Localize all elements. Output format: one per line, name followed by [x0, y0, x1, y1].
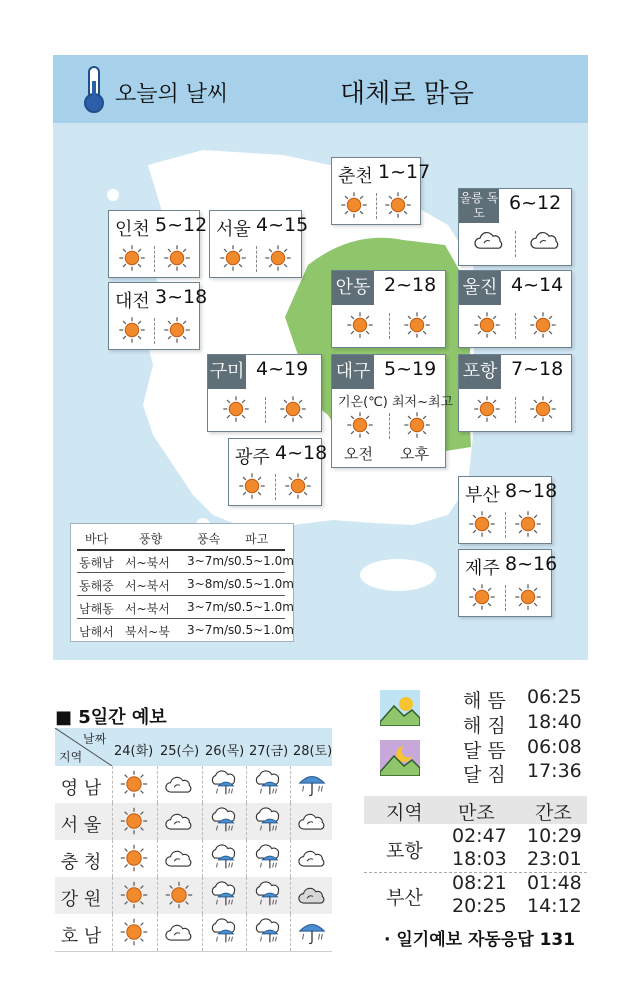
- sun-icon: [119, 843, 149, 877]
- cloud-icon: [297, 848, 327, 873]
- day-label: 25(수): [160, 744, 200, 759]
- city-card-uljin: [458, 270, 572, 348]
- temperature-range: 7~18: [511, 358, 564, 380]
- sunrise-time: 06:25: [527, 686, 582, 708]
- am-pm-divider: [275, 474, 276, 500]
- sun-icon: [340, 191, 368, 223]
- sea-header-sea: 바다: [85, 532, 109, 546]
- sun-icon: [119, 917, 149, 951]
- temperature-range: 6~12: [509, 192, 562, 214]
- temperature-range: 8~16: [505, 553, 558, 575]
- sea-cell: 3~7m/s: [187, 554, 235, 568]
- sun-icon: [119, 769, 149, 803]
- city-name: 서울: [216, 219, 251, 240]
- cloud-icon: [164, 922, 194, 947]
- thermometer-icon: [79, 65, 109, 115]
- am-pm-divider: [265, 397, 266, 423]
- tide-high-time: 02:47: [452, 825, 507, 847]
- cloud-icon: [529, 229, 561, 255]
- legend-temperature: 기온(℃) 최저~최고: [338, 395, 454, 410]
- rain-cloud-icon: [209, 880, 239, 914]
- city-name: 포항: [459, 355, 501, 389]
- sea-cell: 서~북서: [125, 556, 170, 570]
- sun-icon: [346, 411, 374, 443]
- city-name: 울진: [459, 271, 501, 305]
- city-card-seoul: [209, 210, 309, 278]
- sea-cell: 동해남: [79, 556, 114, 570]
- temperature-range: 2~18: [384, 274, 437, 296]
- forecast-row: [55, 840, 332, 878]
- city-card-andong: [331, 270, 446, 348]
- sun-icon: [119, 806, 149, 840]
- city-name: 울릉 독도: [459, 189, 499, 223]
- sun-icon: [473, 311, 501, 343]
- cloud-icon: [164, 811, 194, 836]
- sun-icon: [384, 191, 412, 223]
- cloud-icon: [473, 229, 505, 255]
- temperature-range: 4~15: [256, 214, 309, 236]
- cloud-icon: [297, 811, 327, 836]
- sun-icon: [403, 311, 431, 343]
- sea-cell: 남해서: [79, 625, 114, 639]
- sun-icon: [164, 880, 194, 914]
- forecast-row: [55, 914, 332, 952]
- sea-cell: 0.5~1.0m: [234, 600, 294, 614]
- city-name: 대전: [115, 291, 150, 312]
- island: [107, 189, 119, 201]
- sunset-time: 18:40: [527, 711, 582, 733]
- cloud-icon: [297, 885, 327, 910]
- sunrise-label: 해 뜸: [463, 690, 506, 712]
- sun-icon: [529, 395, 557, 427]
- am-pm-divider: [376, 193, 377, 219]
- temperature-range: 4~19: [256, 358, 309, 380]
- header-title: 오늘의 날씨: [115, 82, 229, 107]
- tide-high-time: 18:03: [452, 848, 507, 870]
- forecast-row: [55, 803, 332, 841]
- sun-icon: [238, 472, 266, 504]
- sunset-label: 해 짐: [463, 715, 506, 737]
- tide-region: 부산: [386, 887, 423, 909]
- day-label: 26(목): [205, 744, 245, 759]
- sun-icon: [514, 510, 542, 542]
- city-name: 부산: [465, 485, 500, 506]
- rain-cloud-icon: [209, 917, 239, 951]
- sun-icon: [284, 472, 312, 504]
- city-name: 광주: [235, 447, 270, 468]
- day-label: 28(토): [293, 744, 333, 759]
- moonrise-label: 달 뜸: [463, 740, 506, 762]
- am-pm-divider: [515, 313, 516, 339]
- forecast-region: 서 울: [60, 815, 102, 836]
- legend-pm: 오후: [400, 445, 429, 463]
- sun-icon: [163, 316, 191, 348]
- forecast-days: [112, 728, 332, 766]
- city-card-pohang: [458, 354, 572, 432]
- rain-cloud-icon: [209, 806, 239, 840]
- temperature-range: 8~18: [505, 480, 558, 502]
- forecast-region: 충 청: [60, 852, 102, 873]
- sun-icon: [163, 244, 191, 276]
- island: [160, 407, 176, 423]
- am-pm-divider: [505, 512, 506, 538]
- moonset-time: 17:36: [527, 760, 582, 782]
- am-pm-divider: [256, 246, 257, 272]
- am-pm-divider: [389, 413, 390, 439]
- am-pm-divider: [154, 318, 155, 344]
- sun-icon: [119, 880, 149, 914]
- corner-date-label: 날짜: [83, 732, 107, 746]
- city-card-incheon: [108, 210, 208, 278]
- rain-cloud-icon: [253, 917, 283, 951]
- header-bar: [53, 55, 588, 123]
- moonrise-time: 06:08: [527, 736, 582, 758]
- city-card-busan: [458, 476, 558, 544]
- jeju-island: [360, 559, 436, 591]
- temperature-range: 5~12: [155, 214, 208, 236]
- city-card-daejeon: [108, 282, 208, 350]
- sun-icon: [118, 244, 146, 276]
- city-name: 제주: [465, 558, 500, 579]
- auto-reply-line: · 일기예보 자동응답 131: [384, 930, 576, 950]
- sea-cell: 서~북서: [125, 579, 170, 593]
- day-label: 24(화): [114, 744, 154, 759]
- city-name: 춘천: [338, 166, 373, 187]
- sea-cell: 동해중: [79, 579, 114, 593]
- tide-low-time: 14:12: [527, 895, 582, 917]
- sea-cell: 0.5~1.0m: [234, 554, 294, 568]
- sun-icon: [219, 244, 247, 276]
- am-pm-divider: [154, 246, 155, 272]
- sea-cell: 서~북서: [125, 602, 170, 616]
- sun-icon: [473, 395, 501, 427]
- sun-icon: [468, 510, 496, 542]
- forecast-region: 호 남: [60, 926, 102, 947]
- sea-cell: 남해동: [79, 602, 114, 616]
- city-card-gwangju: [228, 438, 328, 506]
- umbrella-rain-icon: [297, 769, 327, 803]
- sea-header-speed: 풍속: [197, 532, 221, 546]
- am-pm-divider: [515, 397, 516, 423]
- city-card-ulleung: [458, 188, 572, 266]
- tide-low-time: 10:29: [527, 825, 582, 847]
- forecast-row: [55, 766, 332, 804]
- umbrella-rain-icon: [297, 917, 327, 951]
- city-name: 인천: [115, 219, 150, 240]
- sunrise-mountain-icon: [380, 690, 420, 726]
- tide-header-region: 지역: [386, 802, 423, 824]
- tide-header-low: 간조: [535, 802, 572, 824]
- temperature-range: 1~17: [378, 161, 431, 183]
- moonset-label: 달 짐: [463, 764, 506, 786]
- legend-am: 오전: [344, 445, 373, 463]
- sun-icon: [264, 244, 292, 276]
- temperature-range: 5~19: [384, 358, 437, 380]
- sun-icon: [529, 311, 557, 343]
- tide-low-time: 23:01: [527, 848, 582, 870]
- weather-summary: 대체로 맑음: [340, 79, 474, 109]
- sea-cell: 북서~북: [125, 625, 170, 639]
- sea-cell: 3~7m/s: [187, 623, 235, 637]
- rain-cloud-icon: [209, 769, 239, 803]
- day-label: 27(금): [249, 744, 289, 759]
- rain-cloud-icon: [209, 843, 239, 877]
- tide-high-time: 08:21: [452, 872, 507, 894]
- sea-cell: 0.5~1.0m: [234, 623, 294, 637]
- tide-header-high: 만조: [458, 802, 495, 824]
- tide-high-time: 20:25: [452, 895, 507, 917]
- sun-icon: [403, 411, 431, 443]
- city-card-daegu: [331, 354, 454, 468]
- tide-low-time: 01:48: [527, 872, 582, 894]
- sea-cell: 0.5~1.0m: [234, 577, 294, 591]
- temperature-range: 3~18: [155, 286, 208, 308]
- am-pm-divider: [515, 231, 516, 257]
- sea-cell: 3~8m/s: [187, 577, 235, 591]
- city-card-gumi: [207, 354, 322, 432]
- sea-table: [70, 523, 294, 642]
- sun-icon: [279, 395, 307, 427]
- rain-cloud-icon: [253, 806, 283, 840]
- cloud-icon: [164, 774, 194, 799]
- sun-icon: [514, 583, 542, 615]
- sea-cell: 3~7m/s: [187, 600, 235, 614]
- temperature-range: 4~14: [511, 274, 564, 296]
- forecast-region: 강 원: [60, 889, 102, 910]
- tide-region: 포항: [386, 840, 423, 862]
- corner-region-label: 지역: [59, 750, 83, 764]
- rain-cloud-icon: [253, 843, 283, 877]
- forecast-title: ■ 5일간 예보: [55, 707, 167, 728]
- sun-icon: [346, 311, 374, 343]
- city-name: 대구: [332, 355, 374, 389]
- am-pm-divider: [389, 313, 390, 339]
- city-name: 안동: [332, 271, 374, 305]
- am-pm-divider: [505, 585, 506, 611]
- city-card-chuncheon: [331, 157, 431, 225]
- rain-cloud-icon: [253, 880, 283, 914]
- forecast-region: 영 남: [60, 778, 102, 799]
- cloud-icon: [164, 848, 194, 873]
- sea-header-wave: 파고: [245, 532, 269, 546]
- city-card-jeju: [458, 549, 558, 617]
- sun-icon: [468, 583, 496, 615]
- forecast-row: [55, 877, 332, 915]
- rain-cloud-icon: [253, 769, 283, 803]
- moon-mountain-icon: [380, 740, 420, 776]
- sun-icon: [118, 316, 146, 348]
- temperature-range: 4~18: [275, 442, 328, 464]
- city-name: 구미: [208, 355, 246, 389]
- sun-icon: [222, 395, 250, 427]
- sea-header-direction: 풍향: [139, 532, 163, 546]
